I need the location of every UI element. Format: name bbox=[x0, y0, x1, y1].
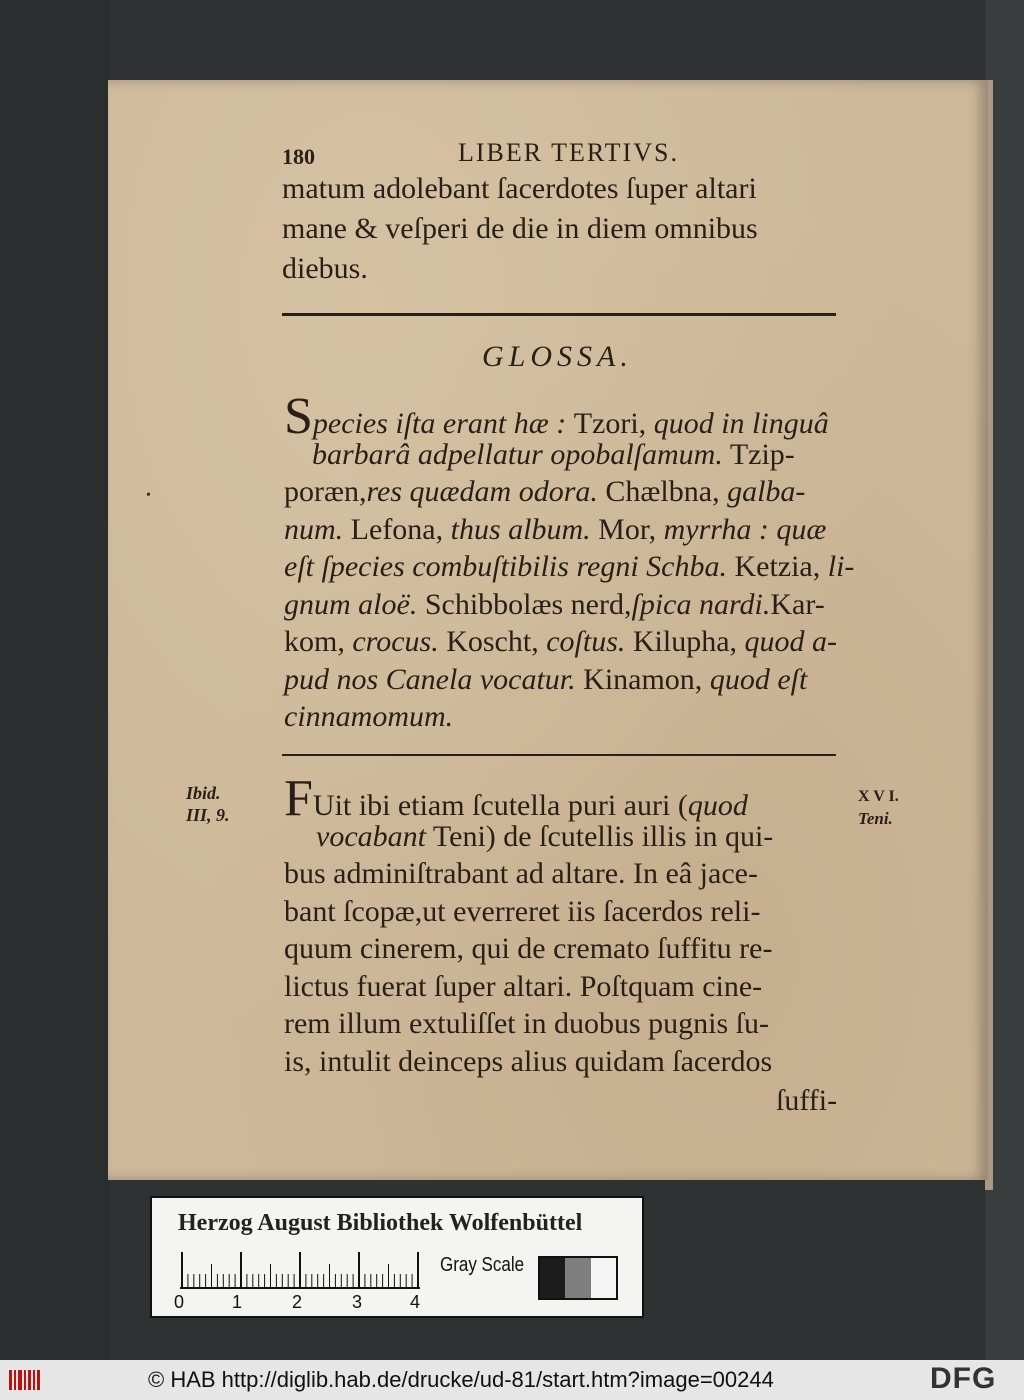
margin-note-right-line: X V I. bbox=[858, 788, 899, 805]
glossa-line bbox=[284, 698, 453, 736]
separator-rule-top bbox=[282, 313, 836, 316]
glossa-text-run: Kilupha, bbox=[625, 625, 745, 658]
glossa-text-run: barbarâ adpellatur opobalſamum. bbox=[312, 437, 723, 471]
glossa-text-run: pud nos Canela vocatur. bbox=[284, 662, 576, 696]
background-left bbox=[0, 0, 110, 1360]
main-text-run: rem illum extuliſſet in duobus pugnis ſu- bbox=[284, 1007, 769, 1040]
bottom-bar bbox=[0, 1360, 1024, 1400]
glossa-text-run: myrrha : quæ bbox=[663, 512, 827, 546]
glossa-text-run: Kinamon, bbox=[575, 662, 710, 696]
glossa-line bbox=[284, 548, 854, 586]
main-text-run: bus adminiſtrabant ad altare. In eâ jace- bbox=[284, 857, 758, 890]
glossa-line bbox=[312, 436, 795, 474]
page-number: 180 bbox=[282, 144, 315, 169]
library-name: Herzog August Bibliothek Wolfenbüttel bbox=[178, 1210, 583, 1236]
main-text-run: Uit ibi etiam ſcutella puri auri ( bbox=[312, 789, 688, 822]
main-line bbox=[284, 893, 760, 931]
glossa-line bbox=[284, 473, 805, 511]
glossa-text-run: quod a- bbox=[744, 625, 838, 658]
glossa-line bbox=[284, 623, 837, 661]
glossa-text-run: cinnamomum. bbox=[284, 700, 454, 733]
reference-card bbox=[150, 1196, 644, 1318]
glossa-text-run: num. bbox=[284, 512, 344, 546]
main-line bbox=[284, 930, 772, 968]
glossa-line bbox=[284, 511, 826, 549]
glossa-text-run: quod eſt bbox=[709, 662, 808, 696]
main-text-run: quum cinerem, qui de cremato ſuffitu re- bbox=[284, 932, 773, 965]
ruler-number: 4 bbox=[410, 1292, 421, 1312]
glossa-text-run: Tzori, bbox=[573, 407, 654, 440]
margin-note-left-line: Ibid. bbox=[186, 783, 221, 803]
main-line bbox=[316, 818, 773, 856]
glossa-text-run: crocus. bbox=[352, 625, 439, 658]
swatch-black bbox=[540, 1258, 565, 1298]
glossa-text-run: Kar- bbox=[770, 587, 825, 621]
running-head: LIBER TERTIVS. bbox=[458, 138, 679, 167]
glossa-text-run: kom, bbox=[284, 625, 353, 658]
glossa-text-run: Ketzia, bbox=[726, 550, 828, 583]
glossa-text-run: Tzip- bbox=[722, 437, 795, 471]
glossa-text-run: galba- bbox=[727, 475, 806, 508]
main-line bbox=[284, 855, 758, 893]
glossa-text-run: gnum aloë. bbox=[284, 587, 418, 621]
glossa-text-run: coſtus. bbox=[546, 625, 626, 658]
glossa-heading: GLOSSA. bbox=[482, 340, 633, 373]
ruler-scale bbox=[180, 1250, 424, 1290]
glossa-text-run: eſt ſpecies combuſtibilis regni Schba. bbox=[284, 550, 727, 583]
margin-note-right-line: Teni. bbox=[858, 809, 893, 828]
glossa-text-run: li- bbox=[827, 550, 855, 583]
ruler-number: 3 bbox=[352, 1292, 363, 1312]
glossa-line bbox=[284, 586, 825, 624]
margin-note-left-line: III, 9. bbox=[186, 805, 230, 825]
ruler-number: 1 bbox=[232, 1292, 243, 1312]
main-text-run: vocabant bbox=[316, 819, 426, 853]
top-text-line: diebus. bbox=[282, 252, 368, 285]
dfg-logo: DFG bbox=[930, 1362, 997, 1395]
glossa-text-run: Mor, bbox=[590, 512, 664, 546]
ruler-number: 2 bbox=[292, 1292, 303, 1312]
top-text-line: matum adolebant ſacerdotes ſuper altari bbox=[282, 172, 757, 205]
glossa-text-run: Koscht, bbox=[438, 625, 547, 658]
top-text-line: mane & veſperi de die in diem omnibus bbox=[282, 212, 758, 245]
glossa-text-run: thus album. bbox=[450, 512, 591, 546]
margin-mark: • bbox=[146, 488, 151, 503]
main-text-run: Teni) de ſcutellis illis in qui- bbox=[425, 819, 774, 853]
barcode-icon bbox=[8, 1368, 42, 1392]
glossa-text-run: res quædam odora. bbox=[366, 475, 598, 508]
main-text-run: F bbox=[284, 770, 313, 827]
main-text-run: bant ſcopæ,ut everreret iis ſacerdos reli- bbox=[284, 894, 761, 928]
glossa-text-run: Lefona, bbox=[343, 512, 451, 546]
main-text-run: lictus fuerat ſuper altari. Poſtquam cine- bbox=[284, 969, 763, 1003]
ruler-number: 0 bbox=[174, 1292, 185, 1312]
main-text-run: quod bbox=[687, 789, 748, 822]
main-line bbox=[284, 1005, 769, 1043]
separator-rule-bottom bbox=[282, 754, 836, 756]
glossa-text-run: S bbox=[284, 388, 313, 445]
glossa-text-run: pecies iſta erant hæ : bbox=[312, 407, 574, 440]
glossa-text-run: Chælbna, bbox=[597, 475, 728, 508]
margin-note-right bbox=[858, 786, 899, 830]
gray-scale-swatches bbox=[538, 1256, 618, 1300]
glossa-line bbox=[284, 661, 807, 699]
copyright-link[interactable]: © HAB http://diglib.hab.de/drucke/ud-81/start.htm?image=00244 bbox=[148, 1367, 774, 1392]
gray-scale-label: Gray Scale bbox=[440, 1254, 525, 1276]
glossa-text-run: Schibbolæs nerd, bbox=[417, 587, 632, 621]
glossa-text-run: poræn, bbox=[284, 475, 367, 508]
main-text-run: is, intulit deinceps alius quidam ſacerdos bbox=[284, 1044, 773, 1078]
catchword: ſuffi- bbox=[776, 1084, 838, 1117]
main-line bbox=[284, 968, 762, 1006]
main-line bbox=[284, 1043, 772, 1081]
swatch-gray bbox=[565, 1258, 590, 1298]
glossa-text-run: quod in linguâ bbox=[653, 407, 829, 440]
swatch-white bbox=[591, 1258, 616, 1298]
margin-note-left bbox=[186, 782, 230, 826]
glossa-text-run: ſpica nardi. bbox=[631, 587, 771, 621]
